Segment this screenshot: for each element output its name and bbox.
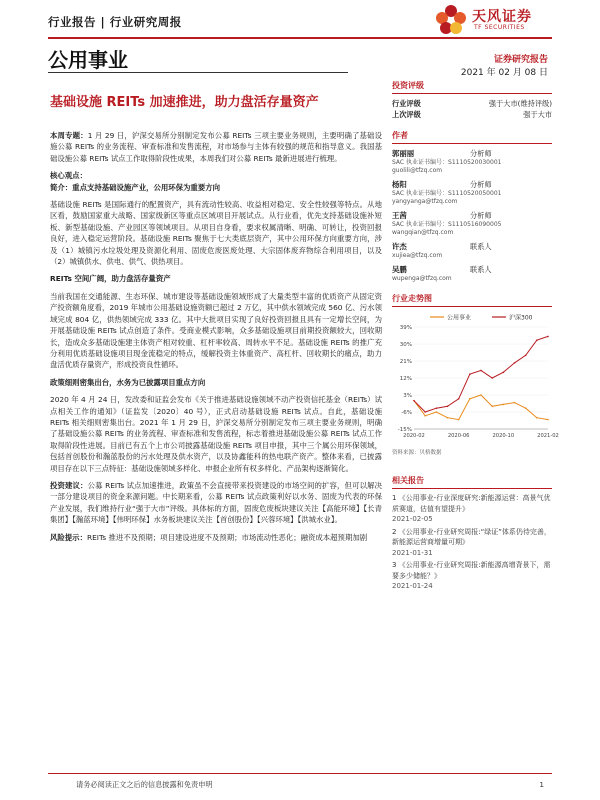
rating-row	[392, 98, 552, 109]
data-point	[436, 407, 438, 409]
core-view-label: 核心观点：	[50, 171, 87, 181]
author-role: 分析师	[470, 149, 492, 158]
rating-key: 上次评级	[392, 110, 421, 119]
section-policy-text: 2020 年 4 月 24 日，发改委和证监会发布《关于推进基础设施领域不动产投资信托基金（REITs）试点相关工作的通知》（证监发〔2020〕40 号），正式启动基础设施 REITs 试点。自此，基础设施 REITs 相关细则密集出台。2021 年 1 月 29 日，沪深交易所分别制定发布三项主要业务规则，明确了基础设施公募 REITs 的业务流程、审查标准和发售流程，标志着推进基础设施公募 REITs 试点工作取得阶段性进展。目前已有五个上市公司披露基础设施 REITs 项目申报，其中三个属公用环保领域，包括首创股份和瀚蓝股份的污水处理及供水资产，以及协鑫能科的热电联产资产。整体来看，已披露项目存在以下三点特征：基础设施领域多样化、申报企业所有权多样化、产品架构逐渐简化。	[50, 395, 382, 473]
data-point	[491, 377, 493, 379]
author-role: 分析师	[470, 180, 492, 189]
investment-advice-text: 公募 REITs 试点加速推进，政策虽不会直接带来投资建设的市场空间的扩容，但可以解决一部分建设项目的资金来源问题。中长期来看，公募 REITs 试点政策利好以水务、固废为代表的环保产业发展，我们维持行业“强于大市”评级。具体标的方面，固废危废板块建议关注【高能环境】【长青集团】【瀚蓝环境】【伟明环保】水务板块建议关注【首创股份】【兴蓉环境】【洪城水业】。	[50, 480, 382, 525]
y-tick-label: 3%	[403, 393, 412, 399]
y-tick-label: 39%	[399, 325, 412, 331]
trend-heading: 行业走势图	[392, 294, 432, 303]
data-point	[514, 362, 516, 364]
related-report[interactable]	[392, 493, 552, 525]
report-type: 证券研究报告	[493, 55, 548, 65]
brand-name-en: TF SECURITIES	[474, 24, 525, 31]
risk-warning-text: REITs 推进不及预期；项目建设进度不及预期；市场流动性恶化；融资成本超预期加剧	[86, 532, 368, 542]
rating-row	[392, 109, 552, 120]
author-divider	[392, 143, 552, 144]
y-tick-label: 21%	[399, 359, 412, 365]
intro-text: 1 月 29 日，沪深交易所分别制定发布公募 REITs 三项主要业务规则，主要明确了基础设施公募 REITs 的业务流程、审查标准和发售流程，对市场参与主体有较强的规范和指导意义。我国基础设施公募 REITs 试点工作取得阶段性成果，本周我们对公募 REITs 最新进展进行梳理。	[50, 131, 382, 163]
data-point	[547, 419, 549, 421]
report-body	[50, 130, 382, 543]
chart-source: 资料来源：贝格数据	[392, 450, 442, 456]
intro-lead: 本周专题：	[50, 131, 88, 140]
author-entry	[392, 241, 552, 260]
data-point	[469, 398, 471, 400]
data-point	[503, 372, 505, 374]
author-name: 王茜	[392, 211, 407, 220]
y-tick-label: 30%	[399, 342, 412, 348]
author-email[interactable]: wupenga@tfzq.com	[392, 275, 452, 282]
data-point	[480, 394, 482, 396]
report-date: 2021 年 02 月 08 日	[460, 68, 548, 78]
risk-warning	[50, 532, 382, 543]
page-number: 1	[539, 780, 544, 789]
trend-chart-svg	[392, 311, 559, 446]
author-role: 分析师	[470, 211, 492, 220]
rating-key: 行业评级	[392, 99, 421, 108]
related-report-title[interactable]: 1 《公用事业-行业深度研究:新能源运营：高景气优质赛道，估值有望提升》	[392, 494, 551, 513]
brand-name-cn: 天风证券	[472, 9, 532, 25]
data-point	[458, 398, 460, 400]
related-report-title[interactable]: 2 《公用事业-行业研究周报:“绿证”体系仍待完善，新能源运营商增量可期》	[392, 527, 551, 546]
sidebar	[392, 80, 559, 594]
author-email[interactable]: xujiea@tfzq.com	[392, 252, 443, 259]
report-title: 基础设施 REITs 加速推进，助力盘活存量资产	[50, 95, 319, 110]
data-point	[525, 355, 527, 357]
data-point	[536, 417, 538, 419]
rating-divider	[392, 93, 552, 94]
author-email[interactable]: yangyanga@tfzq.com	[392, 198, 458, 205]
section-intro-heading: 简介：重点支持基础设施产业，公用环保为重要方向	[50, 182, 220, 192]
author-cert: SAC 执业证书编号：S1110520050001	[392, 190, 502, 197]
data-point	[547, 336, 549, 338]
investment-advice-lead: 投资建议：	[50, 480, 88, 490]
x-tick-label: 2020-02	[403, 433, 425, 439]
section-intro-text: 基础设施 REITs 是国际通行的配置资产，具有流动性较高、收益相对稳定、安全性较强等特点。从地区看，鼓励国家重大战略、国家级新区等重点区域项目开展试点。从行业看，优先支持基础设施补短板、新型基础设施、产业园区等领域项目。从项目自身看，要求权属清晰、明确、可转让，投资回报良好，进入稳定运营阶段。基础设施 REITs 聚焦于七大类底层资产，其中公用环保方向重要方向，涉及（1）城镇污水垃圾处理及资源化利用、固废危废医废处理、大宗固体废弃物综合利用项目，以及（2）城镇供水、供电、供气、供热项目。	[50, 200, 382, 267]
rating-heading: 投资评级	[392, 81, 424, 90]
data-point	[469, 373, 471, 375]
related-report-title[interactable]: 3 《公用事业-行业研究周报:新能源高增背景下，需要多少储能？》	[392, 561, 551, 580]
data-point	[424, 411, 426, 413]
y-tick-label: -6%	[401, 410, 412, 416]
report-category-tags: 行业报告 | 行业研究周报	[48, 15, 182, 29]
related-list	[392, 493, 552, 592]
related-divider	[392, 488, 552, 489]
related-heading: 相关报告	[392, 476, 424, 485]
x-tick-label: 2020-06	[447, 433, 470, 439]
trend-divider	[392, 306, 552, 307]
series-line	[414, 336, 548, 412]
author-email[interactable]: wangqian@tfzq.com	[392, 229, 454, 236]
investment-advice	[50, 480, 382, 526]
series-line	[414, 395, 548, 420]
related-report[interactable]	[392, 527, 552, 559]
data-point	[458, 419, 460, 421]
author-heading: 作者	[392, 131, 408, 140]
author-name: 杨阳	[392, 180, 407, 189]
y-tick-label: -15%	[397, 427, 412, 433]
risk-warning-lead: 风险提示：	[50, 532, 87, 542]
data-point	[491, 406, 493, 408]
brand-logo	[434, 4, 552, 38]
section-space-text: 当前我国在交通能源、生态环保、城市建设等基础设施领域形成了大量类型丰富的优质资产从固定资产投资额角度看，2019 年城市公用基础设施资额已超过 2 万亿，其中供水领域完成 560 亿、污水领域完成 804 亿，供热领域完成 333 亿。其中大批项目实现了良好投资回报且具有一定增长空间，为开展基础设施 REITs 试点创造了条件。受商业模式影响，众多基础设施项目前期投资额较大，回收期长，造成众多基础设施建主体资产相对较重、杠杆率较高、周转水平不足。基础设施 REITs 的推广充分利用优质基础设施项目现金流稳定的特点，缓解投资主体重资产、高杠杆、回收期长的痛点，助力盘活优质存量资产，形成投资良性循环。	[50, 291, 382, 370]
author-entry	[392, 179, 552, 206]
data-point	[413, 400, 415, 402]
author-name: 许杰	[392, 242, 407, 251]
data-point	[436, 411, 438, 413]
related-report[interactable]	[392, 560, 552, 592]
author-entry	[392, 148, 552, 175]
rating-value: 强于大市(维持评级)	[488, 99, 552, 108]
author-role: 联系人	[470, 242, 492, 251]
industry-trend-chart	[392, 311, 559, 461]
section-policy-heading: 政策细则密集出台，水务为已披露项目重点方向	[50, 377, 206, 387]
y-tick-label: 12%	[399, 376, 412, 382]
header-divider	[48, 37, 552, 39]
flower-logo-icon	[434, 4, 468, 36]
disclaimer-text: 请务必阅读正文之后的信息披露和免责申明	[76, 780, 213, 789]
related-report-date: 2021-01-31	[392, 548, 433, 557]
legend-label: 沪深300	[509, 314, 533, 322]
related-report-date: 2021-02-05	[392, 515, 433, 523]
author-name: 郭丽丽	[392, 149, 415, 158]
data-point	[447, 406, 449, 408]
rating-value: 强于大市	[523, 110, 552, 119]
author-entry	[392, 210, 552, 237]
author-role: 联系人	[470, 265, 492, 274]
author-cert: SAC 执业证书编号：S1110516090005	[392, 221, 502, 228]
data-point	[503, 404, 505, 406]
author-entry	[392, 264, 552, 283]
author-name: 吴鹏	[392, 265, 407, 274]
data-point	[447, 417, 449, 419]
legend-label: 公用事业	[447, 314, 472, 322]
sector-title: 公用事业	[48, 48, 128, 72]
sector-underline	[48, 72, 348, 73]
x-tick-label: 2020-10	[492, 433, 515, 439]
data-point	[525, 407, 527, 409]
author-email[interactable]: guolili@tfzq.com	[392, 167, 443, 174]
intro-paragraph	[50, 130, 382, 164]
footer-divider	[48, 773, 552, 774]
data-point	[514, 402, 516, 404]
data-point	[480, 370, 482, 372]
author-cert: SAC 执业证书编号：S1110520030001	[392, 159, 502, 166]
section-space-heading: REITs 空间广阔，助力盘活存量资产	[50, 274, 171, 284]
x-tick-label: 2021-02	[537, 433, 559, 439]
data-point	[424, 415, 426, 417]
data-point	[536, 339, 538, 341]
related-report-date: 2021-01-24	[392, 582, 433, 590]
